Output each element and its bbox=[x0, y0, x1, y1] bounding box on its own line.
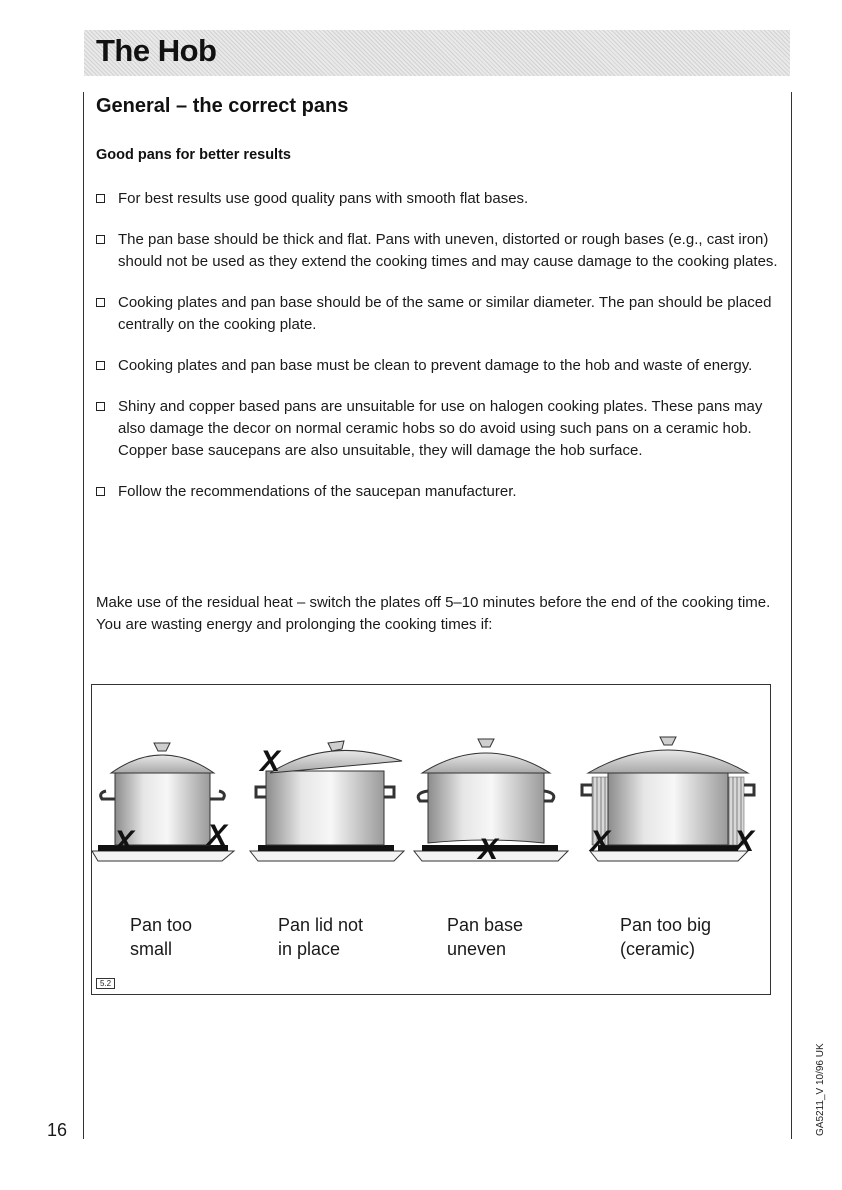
cross-mark-text: X bbox=[260, 745, 281, 778]
residual-heat-text: Make use of the residual heat – switch the plates off 5–10 minutes before the end of the cooking time. bbox=[96, 594, 771, 611]
cross-mark-text: X bbox=[478, 833, 499, 866]
cross-mark-icon bbox=[258, 745, 282, 778]
caption-line: Pan too bbox=[130, 915, 193, 935]
list-item-text: Shiny and copper based pans are unsuitable for use on halogen cooking plates. These pans may also damage the decor on normal ceramic hobs so do avoid using such pans on a ceramic hob. Copper base saucepans are also unsuitable, they will damage the hob surface. bbox=[118, 398, 763, 459]
left-margin-rule bbox=[83, 92, 84, 1139]
caption-line: Pan lid not bbox=[278, 915, 364, 935]
list-item-text: For best results use good quality pans with smooth flat bases. bbox=[118, 190, 529, 207]
caption-line: in place bbox=[278, 939, 341, 959]
caption-line: Pan base bbox=[447, 915, 524, 935]
figure-number: 5.2 bbox=[96, 978, 115, 989]
checkbox-bullet-icon bbox=[96, 361, 105, 370]
caption-pan-too-small bbox=[130, 913, 192, 961]
list-item-text: Cooking plates and pan base should be of the same or similar diameter. The pan should be placed centrally on the cooking plate. bbox=[118, 294, 772, 333]
list-item-text: Cooking plates and pan base must be clean to prevent damage to the hob and waste of energy. bbox=[118, 357, 753, 374]
list-item-text: The pan base should be thick and flat. Pans with uneven, distorted or rough bases (e.g., cast iron) should not be used as they extend the cooking times and may cause damage to the cooking plates. bbox=[118, 231, 778, 270]
section-title: General – the correct pans bbox=[96, 95, 349, 117]
checkbox-bullet-icon bbox=[96, 402, 105, 411]
caption-line: (ceramic) bbox=[620, 939, 695, 959]
list-item bbox=[96, 188, 780, 210]
pan-illustration-figure bbox=[91, 684, 771, 995]
list-item bbox=[96, 292, 780, 336]
checkbox-bullet-icon bbox=[96, 194, 105, 203]
caption-line: Pan too big bbox=[620, 915, 712, 935]
cross-mark-text: X bbox=[114, 825, 135, 858]
page-number: 16 bbox=[47, 1120, 68, 1140]
cross-mark-text: X bbox=[207, 819, 228, 852]
document-code: GA5211_V 10/96 UK bbox=[815, 1043, 826, 1136]
bullet-list bbox=[96, 188, 780, 522]
caption-line: small bbox=[130, 939, 173, 959]
list-item bbox=[96, 396, 780, 462]
cross-mark-text: X bbox=[734, 825, 755, 858]
right-margin-rule bbox=[791, 92, 792, 1139]
checkbox-bullet-icon bbox=[96, 487, 105, 496]
caption-pan-too-big bbox=[620, 913, 711, 961]
residual-heat-conclusion: You are wasting energy and prolonging the cooking times if: bbox=[96, 616, 493, 633]
caption-line: uneven bbox=[447, 939, 507, 959]
caption-pan-lid-not-in-place bbox=[278, 913, 363, 961]
list-item bbox=[96, 229, 780, 273]
list-item-text: Follow the recommendations of the saucepan manufacturer. bbox=[118, 483, 517, 500]
checkbox-bullet-icon bbox=[96, 235, 105, 244]
list-item bbox=[96, 481, 780, 503]
cross-mark-icon bbox=[476, 833, 500, 866]
page-title: The Hob bbox=[96, 33, 217, 68]
caption-pan-base-uneven bbox=[447, 913, 523, 961]
list-item bbox=[96, 355, 780, 377]
checkbox-bullet-icon bbox=[96, 298, 105, 307]
residual-heat-paragraph bbox=[96, 592, 780, 636]
subheading: Good pans for better results bbox=[96, 147, 291, 163]
cross-mark-text: X bbox=[590, 825, 611, 858]
